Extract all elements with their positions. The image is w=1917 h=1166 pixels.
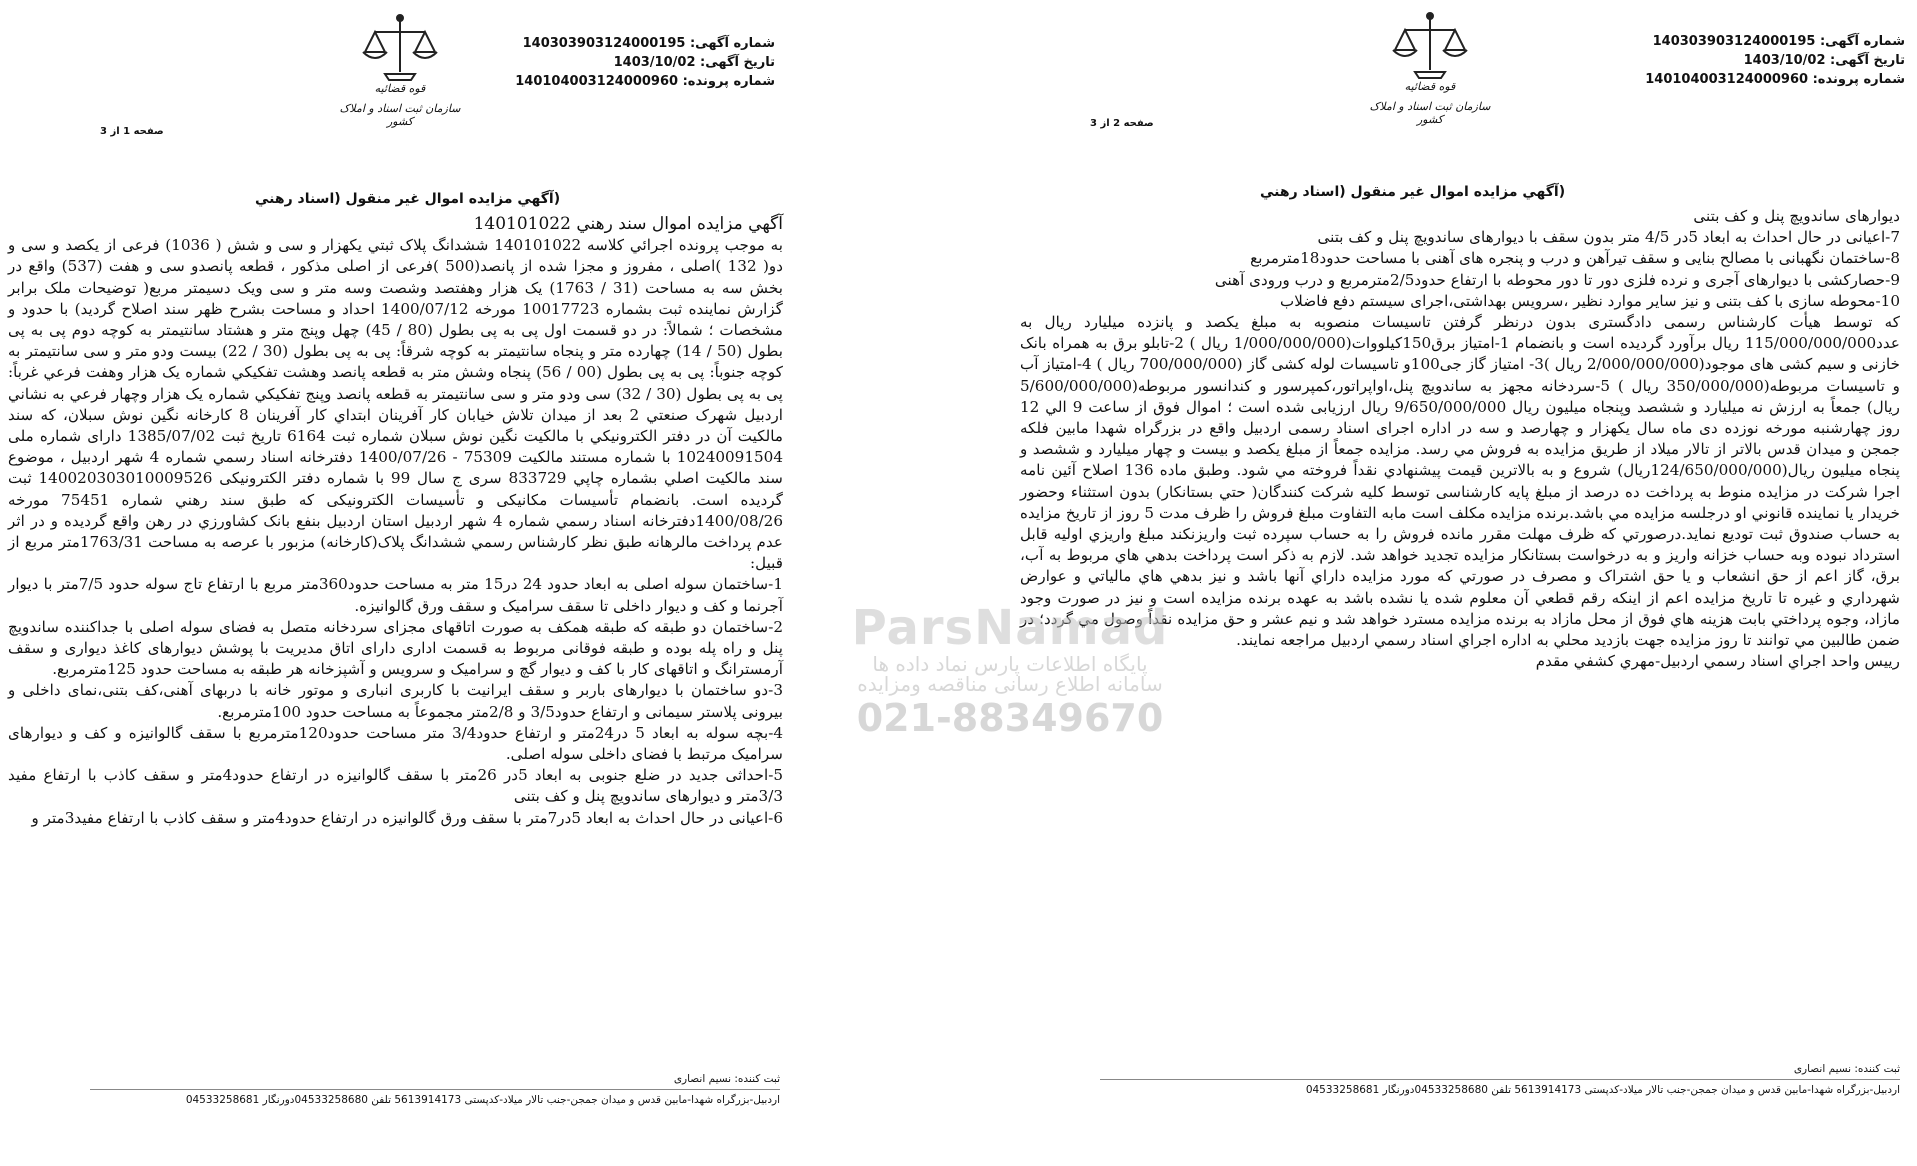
paragraph: ديوارهای ساندويچ پنل و کف بتنی: [1693, 207, 1900, 225]
notice-heading: آگهي مزايده اموال سند رهني 140101022: [473, 214, 783, 234]
file-number: 140104003124000960: [1645, 72, 1809, 87]
watermark-phone: 021-88349670: [856, 696, 1164, 740]
ad-number-row: شماره آگهی: 140303903124000195: [1652, 34, 1905, 49]
page-number: صفحه 2 از 3: [1090, 118, 1154, 129]
watermark-logo: ParsNamad: [851, 600, 1169, 656]
office-address: اردبیل-بزرگراه شهدا-مابین قدس و میدان جمجن-جنب تالار میلاد-کدپستی 5613914173 تلفن 04533258680دورنگار 04533258681: [1100, 1079, 1900, 1100]
paragraph: 4-بچه سوله به ابعاد 5 در24متر و ارتفاع حدود3/4 متر مساحت حدود120مترمربع با سقف گالوانيزه و کف و ديوارهای سراميک مرتبط با فضای داخلی سوله اصلی.: [8, 723, 783, 764]
paragraph: 7-اعيانی در حال احداث به ابعاد 5در 4/5 متر بدون سقف با ديوارهای ساندويچ پنل و کف بتنی: [1317, 228, 1900, 247]
judiciary-emblem: [339, 10, 461, 130]
document-page-1: [0, 0, 790, 1166]
page-footer: [1100, 1060, 1900, 1100]
ad-date-row: تاریخ آگهی: 1403/10/02: [1743, 53, 1905, 68]
notice-body: [8, 214, 783, 829]
page-number: صفحه 1 از 3: [100, 126, 164, 137]
emblem-org: سازمان ثبت اسناد و املاک کشور: [1369, 100, 1491, 126]
signatory: رييس واحد اجراي اسناد رسمي اردبيل-مهري کشفي مقدم: [1535, 652, 1900, 671]
registrar-name: نسیم انصاری: [1793, 1063, 1852, 1075]
file-number-row: شماره پرونده: 140104003124000960: [515, 74, 775, 89]
paragraph: 6-اعيانی در حال احداث به ابعاد 5در7متر با سقف ورق گالوانيزه در ارتفاع حدود4متر و سقف کاذب با ارتفاع مفيد3متر و: [31, 808, 783, 827]
page-footer: [90, 1070, 780, 1110]
paragraph: 5-احداثی جديد در ضلع جنوبی به ابعاد 5در 26متر با سقف گالوانيزه در ارتفاع حدود4متر و سقف کاذب با ارتفاع مفيد 3/3متر و ديوارهای ساندويچ پنل و کف بتنی: [8, 766, 783, 806]
registrar-name: نسیم انصاری: [673, 1073, 732, 1085]
paragraph: 9-حصارکشی با ديوارهای آجری و نرده فلزی دور تا دور محوطه با ارتفاع حدود2/5مترمربع و درب ورودی آهنی: [1214, 270, 1900, 289]
emblem-org: سازمان ثبت اسناد و املاک کشور: [339, 102, 461, 128]
document-page-2: [1020, 0, 1917, 1166]
ad-number: 140303903124000195: [522, 36, 686, 51]
registrar-label: ثبت کننده:: [1854, 1063, 1900, 1075]
paragraph: 2-ساختمان دو طبقه که طبقه همکف به صورت اتاقهای مجزای سردخانه متصل به فضای سوله اصلی با جداکننده ساندويچ پنل و راه پله بوده و طبقه فوقانی مربوط به قسمت اداری دارای اتاق مديريت با پوشش ديوارهای کاغذ ديواری و سقف آرمسترانگ و اتاقهای کار با کف و ديوار گچ و سراميک و سرويس و آشپزخانه هر طبقه به مساحت حدود 125مترمربع.: [8, 617, 783, 679]
paragraph: 1-ساختمان سوله اصلی به ابعاد حدود 24 در15 متر به مساحت حدود360متر مربع با ارتفاع تاج سوله حدود 7/5متر با ديوار آجرنما و کف و ديوار داخلی تا سقف سراميک و سقف ورق گالوانيزه.: [8, 575, 783, 615]
file-number: 140104003124000960: [515, 74, 679, 89]
ad-date: 1403/10/02: [613, 55, 696, 70]
notice-title: (آگهي مزايده اموال غير منقول (اسناد رهني: [255, 191, 561, 207]
watermark-tagline-2: سامانه اطلاع رسانی مناقصه ومزایده: [857, 672, 1163, 696]
ad-number: 140303903124000195: [1652, 34, 1816, 49]
paragraph: 8-ساختمان نگهبانی با مصالح بنايی و سقف تيرآهن و درب و پنجره های آهنی با مساحت حدود18مترمربع: [1250, 249, 1900, 268]
file-number-row: شماره پرونده: 140104003124000960: [1645, 72, 1905, 87]
header-meta: [465, 34, 775, 91]
emblem-caption: قوه قضائیه: [374, 82, 426, 95]
ad-date-row: تاریخ آگهی: 1403/10/02: [613, 55, 775, 70]
paragraph: که توسط هيأت کارشناس رسمی دادگستری بدون درنظر گرفتن تاسيسات منصوبه به مبلغ يکصد و پانزده ميليارد ريال به عدد115/000/000/000 ريال برآورد گرديده است و بانضمام 1-امتياز برق150کيلووات(1/000/000/000 ريال ) 2-تابلو برق به همراه بانک خازنی و سيم کشی های موجود(2/000/000/000 ريال )3- امتياز گاز جی100و تاسيسات لوله کشی گاز (700/000/000 ريال ) 4-امتياز آب و تاسيسات مربوطه(350/000/000 ريال ) 5-سردخانه مجهز به ساندويچ پنل،اواپراتور،کمپرسور و کندانسور مربوطه(5/600/000/000 ريال) جمعاً به ارزش نه ميليارد و ششصد وپنجاه ميليون ريال 9/650/000/000 ريال ارزيابی شده است ؛ اموال فوق از ساعت 9 الي 12 روز چهارشنبه مورخه نوزده دی ماه سال يکهزار و چهارصد و سه در اداره اجرای اسناد رسمی اردبيل واقع در بزرگراه شهدا مابين فلکه جمجن و ميدان قدس بالاتر از تالار ميلاد از طريق مزايده به فروش مي رسد. مزايده جمعاً از مبلغ يکصد و بيست و چهار ميليارد و ششصد و پنجاه ميليون ريال(124/650/000/000ريال) شروع و به بالاترين قيمت پيشنهادي نقداً فروخته مي شود. وطبق ماده 136 اصلاح آئين نامه اجرا شرکت در مزايده منوط به پرداخت ده درصد از مبلغ پايه کارشناسی توسط کليه شرکت کنندگان( حتي بستانکار) بدون استثناء وحضور خريدار يا نماينده قانوني او درجلسه مزايده مي باشد.برنده مزايده مکلف است مابه التفاوت مبلغ فروش را ظرف مدت 5 روز از تاريخ مزايده به حساب صندوق ثبت توديع نمايد.درصورتي که ظرف مهلت مقرر مانده فروش را به حساب سپرده ثبت واريزنکند مبلغ واريزي اوليه قابل استرداد نبوده وبه حساب خزانه واريز و به درخواست بستانکار مزايده تجديد خواهد شد. لازم به ذکر است پرداخت بدهي هاي مربوط به آب، برق، گاز اعم از حق انشعاب و يا حق اشتراک و مصرف در صورتي که مورد مزايده داراي آنها باشد و نيز بدهي هاي مالياتي و عوارض شهرداري و غيره تا تاريخ مزايده اعم از اينکه رقم قطعي آن معلوم شده يا نشده باشد به عهده برنده مزايده است و نيز در صورت وجود مازاد، وجوه پرداختي بابت هزينه هاي فوق از محل مازاد به برنده مزايده مسترد خواهد شد و نيم عشر و حق مزايده نقداً وصول مي گردد؛ در ضمن طالبين مي توانند تا روز مزايده جهت بازديد محلي به اداره اجراي اسناد رسمي اردبيل مراجعه نمايند.: [1020, 313, 1901, 650]
judiciary-emblem: [1369, 8, 1491, 128]
registrar-label: ثبت کننده:: [734, 1073, 780, 1085]
ad-date: 1403/10/02: [1743, 53, 1826, 68]
ad-number-row: شماره آگهی: 140303903124000195: [522, 36, 775, 51]
notice-body: [1020, 206, 1900, 672]
emblem-caption: قوه قضائیه: [1404, 80, 1456, 93]
paragraph: 3-دو ساختمان با ديوارهای باربر و سقف ايرانيت با کاربری انباری و موتور خانه با دربهای آهنی،کف بتنی،نمای داخلی و بيرونی پلاستر سيمانی و ارتفاع حدود3/5 و 2/8متر مجموعاً به مساحت حدود 100مترمربع.: [8, 681, 783, 721]
office-address: اردبیل-بزرگراه شهدا-مابین قدس و میدان جمجن-جنب تالار میلاد-کدپستی 5613914173 تلفن 04533258680دورنگار 04533258681: [90, 1089, 780, 1110]
notice-title: (آگهي مزايده اموال غير منقول (اسناد رهني: [1260, 184, 1566, 200]
watermark-tagline-1: پایگاه اطلاعات پارس نماد داده ها: [872, 652, 1148, 676]
header-meta: [1540, 32, 1905, 89]
paragraph: 10-محوطه سازی با کف بتنی و نيز ساير موارد نظير ،سرويس بهداشتی،اجرای سيستم دفع فاضلاب: [1279, 291, 1900, 310]
paragraph: به موجب پرونده اجرائي کلاسه 140101022 ششدانگ پلاک ثبتي يکهزار و سی و شش ( 1036) فرعی از يکصد و سی و دو( 132 )اصلی ، مفروز و مجزا شده از پانصد(500 )فرعی از اصلی مذکور ، قطعه پانصدو سی و هفت (537) واقع در بخش سه به مساحت (31 / 1763) يک هزار وهفتصد وشصت وسه متر و سی ويک دسيمتر مربع( توضيحات ملک برابر گزارش نماينده ثبت بشماره 10017723 مورخه 1400/07/12 احداد و مساحت بشرح ظهر سند اصلاح گرديد) با حدود و مشخصات ؛ شمالاً: در دو قسمت اول پی به پی بطول (80 / 45) چهل وپنج متر و هشتاد سانتيمتر به کوچه دوم پی به پی بطول (50 / 14) چهارده متر و پنجاه سانتيمتر به کوچه شرقاً: پی به پی بطول (30 / 22) بيست ودو متر و سی سانتيمتر به کوچه جنوباً: پی به پی بطول (00 / 56) پنجاه وشش متر به قطعه پانصد وهشت تفکيکي شماره يک هزار وهفت فرعي غرباً: پی به پی بطول (30 / 32) سی ودو متر و سی سانتيمتر به قطعه پانصد وپنج تفکيکي شماره يک هزار وچهار فرعي به نشاني اردبيل شهرک صنعتي 2 بعد از ميدان تلاش خيابان کار آفرينان ابتداي کار آفرينان 8 کارخانه نگين نوش سبلان، که سند مالکيت آن در دفتر الکترونيکي با مالکيت نگين نوش سبلان شماره ثبت 6164 تاريخ ثبت 1385/07/02 دارای شماره ملی 10240091504 با شماره مستند مالکيت 75309 - 1400/07/26 دفترخانه اسناد رسمي شماره 4 شهر اردبيل ، موضوع سند مالکيت اصلي بشماره چاپي 833729 سری ج سال 99 با شماره دفتر الکترونيکی 140020303010009526 ثبت گرديده است. بانضمام تأسيسات مکانيکی و تأسيسات الکترونيکی که طبق سند رهني شماره 75451 مورخه 1400/08/26دفترخانه اسناد رسمي شماره 4 شهر اردبيل استان اردبيل بنفع بانک کشاورزي در رهن واقع گرديده و در اثر عدم پرداخت مالرهانه طبق نظر کارشناس رسمي ششدانگ پلاک(کارخانه) مزبور با عرصه به مساحت 1763/31متر مربع از قبيل:: [8, 236, 784, 573]
